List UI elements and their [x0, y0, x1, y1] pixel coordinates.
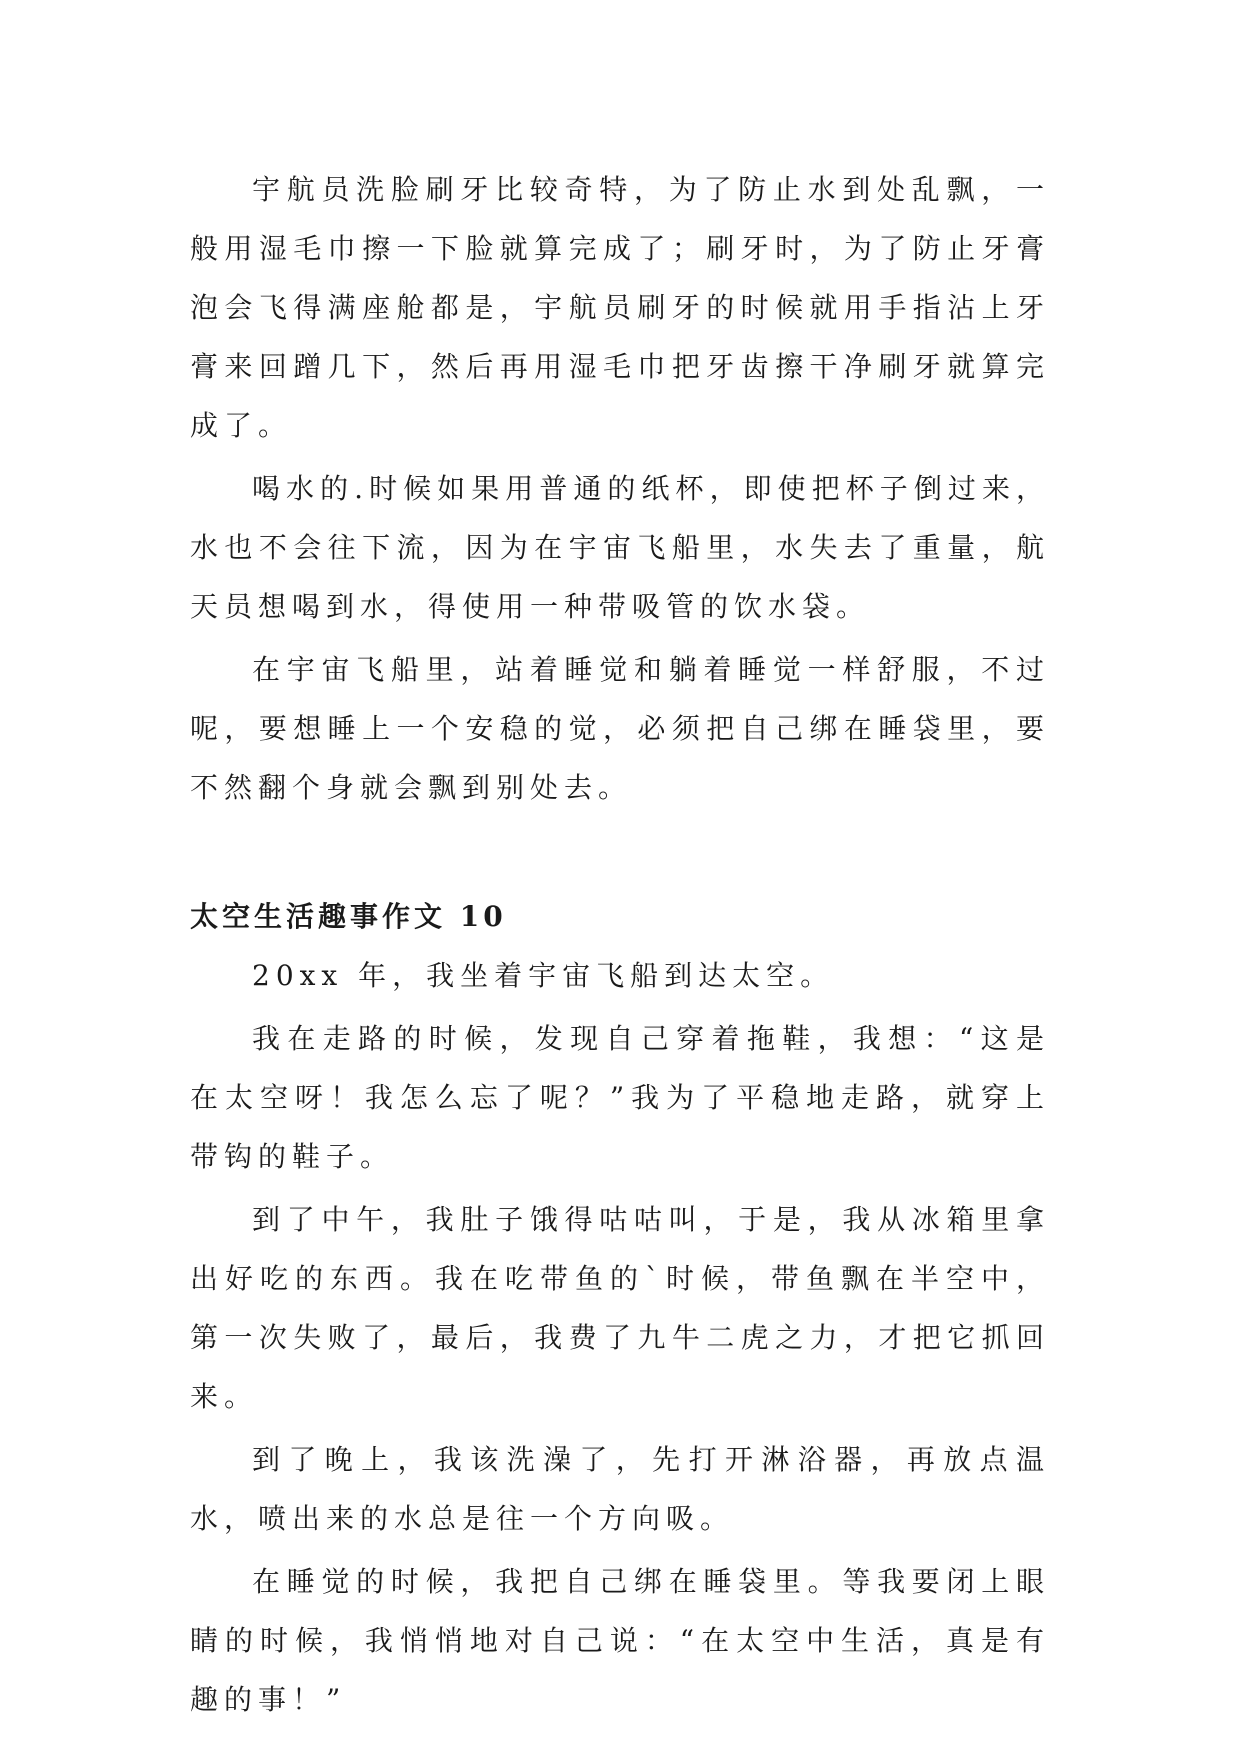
- paragraph-washing: 宇航员洗脸刷牙比较奇特，为了防止水到处乱飘，一般用湿毛巾擦一下脸就算完成了；刷牙时，为了防止牙膏泡会飞得满座舱都是，宇航员刷牙的时候就用手指沾上牙膏来回蹭几下，然后再用湿毛巾把牙齿擦干净刷牙就算完成了。: [190, 173, 1050, 442]
- document-body: [190, 160, 1050, 1729]
- paragraph-sleeping: 在宇宙飞船里，站着睡觉和躺着睡觉一样舒服，不过呢，要想睡上一个安稳的觉，必须把自己绑在睡袋里，要不然翻个身就会飘到别处去。: [190, 653, 1050, 804]
- paragraph-bedtime: 在睡觉的时候，我把自己绑在睡袋里。等我要闭上眼睛的时候，我悄悄地对自己说：“在太空中生活，真是有趣的事！”: [190, 1565, 1050, 1716]
- section-title: 太空生活趣事作文 10: [190, 900, 507, 933]
- paragraph-drinking: 喝水的.时候如果用普通的纸杯，即使把杯子倒过来，水也不会往下流，因为在宇宙飞船里，水失去了重量，航天员想喝到水，得使用一种带吸管的饮水袋。: [190, 472, 1050, 623]
- paragraph-arrival: 20xx 年，我坐着宇宙飞船到达太空。: [252, 959, 835, 992]
- paragraph-bathing: 到了晚上，我该洗澡了，先打开淋浴器，再放点温水，喷出来的水总是往一个方向吸。: [190, 1443, 1050, 1535]
- paragraph-lunch: 到了中午，我肚子饿得咕咕叫，于是，我从冰箱里拿出好吃的东西。我在吃带鱼的`时候，带鱼飘在半空中，第一次失败了，最后，我费了九牛二虎之力，才把它抓回来。: [190, 1203, 1050, 1413]
- paragraph-walking: 我在走路的时候，发现自己穿着拖鞋，我想：“这是在太空呀！我怎么忘了呢？”我为了平稳地走路，就穿上带钩的鞋子。: [190, 1022, 1050, 1173]
